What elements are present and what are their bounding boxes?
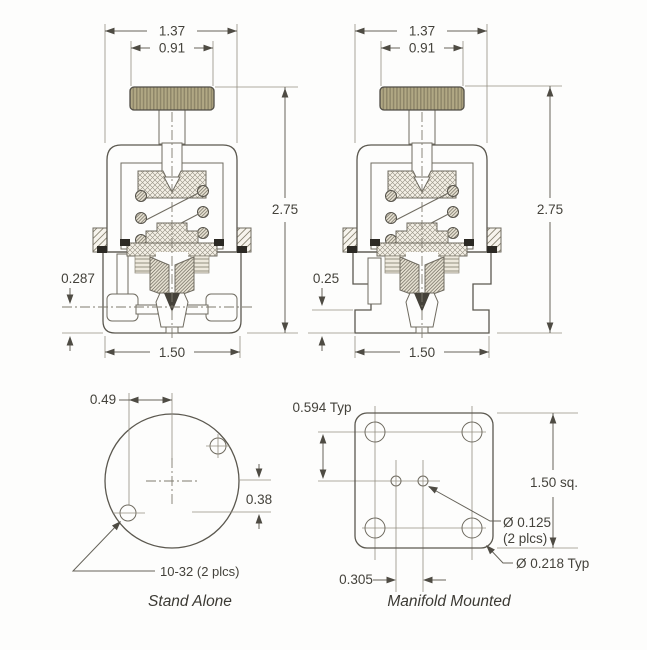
dim-base-150 (105, 336, 240, 360)
port-channel-right (186, 305, 208, 314)
bottom-view-manifold (292, 400, 589, 610)
dim-step-025 (308, 271, 355, 351)
callout-text: 10-32 (2 plcs) (160, 564, 240, 579)
hole-crosshairs (113, 434, 230, 513)
dim-knob-091 (131, 41, 213, 87)
dim-text: 0.287 (61, 271, 95, 286)
dim-text: 1.37 (408, 23, 436, 39)
dim-hole-049 (90, 392, 172, 407)
dim-text: 0.305 (339, 572, 373, 587)
bottom-view-standalone (73, 392, 272, 610)
callout-pilot-hole (426, 483, 551, 546)
dim-text: 0.91 (158, 40, 186, 56)
front-view-manifold (308, 24, 563, 361)
dim-height-275 (465, 86, 563, 333)
dim-row-0594 (292, 400, 351, 479)
supply-passage (368, 258, 381, 304)
dim-text: 0.594 Typ (292, 400, 352, 415)
caption-stand-alone: Stand Alone (148, 593, 232, 610)
callout-thread (73, 519, 239, 579)
front-view-standalone (61, 24, 298, 361)
dim-pilot-spacing-0305 (339, 572, 446, 587)
dim-text: 0.38 (245, 492, 273, 507)
callout-text: (2 plcs) (503, 531, 548, 546)
hole-axis-lines (318, 406, 486, 592)
callout-text: Ø 0.218 Typ (516, 556, 590, 571)
dim-text: 1.50 sq. (530, 475, 579, 490)
callout-text: Ø 0.125 (503, 515, 552, 530)
callout-mount-hole (484, 543, 590, 571)
dim-text: 1.50 (408, 345, 436, 360)
dim-text: 1.37 (158, 23, 186, 39)
port-left (107, 294, 138, 321)
dim-text: 0.91 (408, 40, 436, 56)
dim-text: 1.50 (158, 345, 186, 360)
dim-port-0287 (61, 271, 103, 351)
port-channel-left (136, 305, 158, 314)
dim-text: 2.75 (536, 202, 564, 217)
dim-knob-091 (381, 41, 463, 87)
center-crosshair (146, 458, 198, 506)
caption-manifold-mounted: Manifold Mounted (387, 593, 511, 610)
dim-text: 2.75 (271, 202, 299, 217)
gauge-passage (117, 254, 128, 294)
dim-base-150 (355, 336, 489, 360)
dim-text: 0.25 (312, 271, 340, 286)
dim-text: 0.49 (89, 392, 117, 407)
port-right (206, 294, 237, 321)
dim-hole-038 (192, 464, 272, 529)
